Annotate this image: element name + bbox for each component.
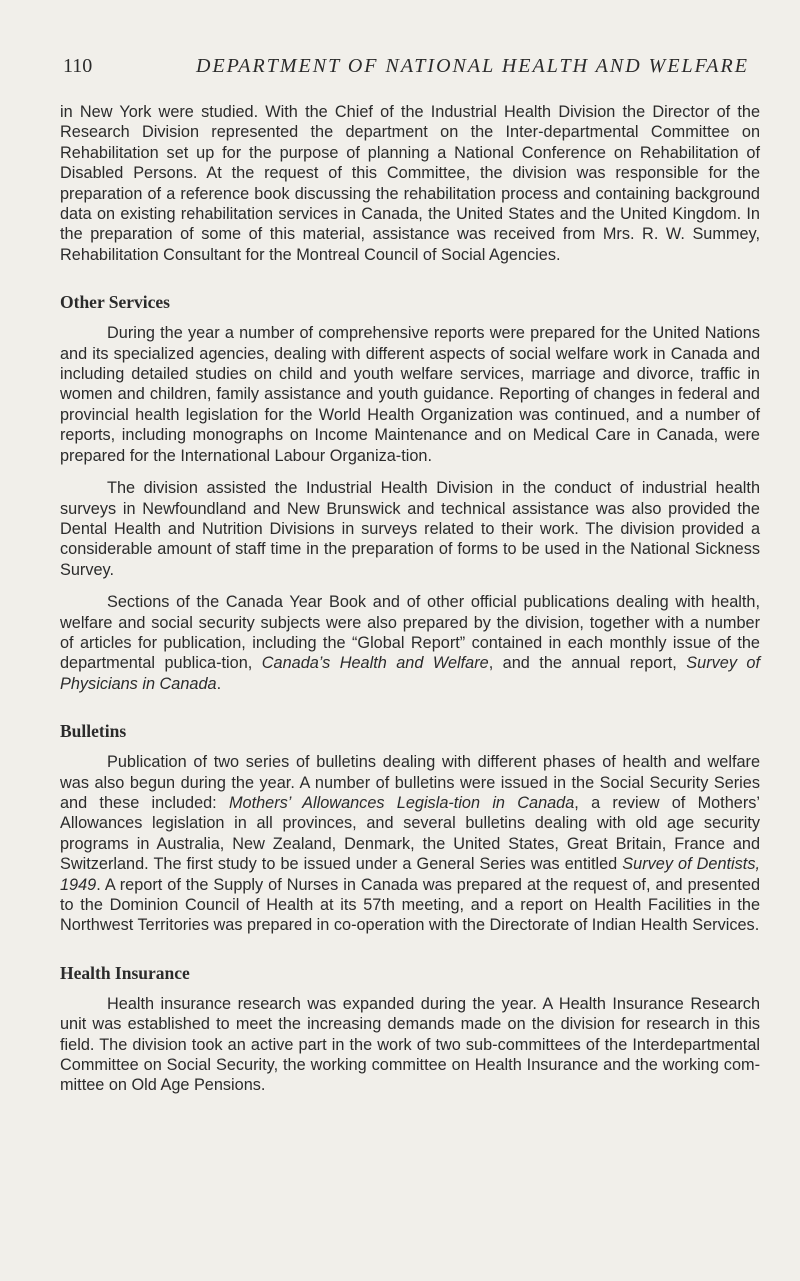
health-insurance-paragraph-1: Health insurance research was expanded during the year. A Health Insurance Research unit was established to meet the increasing demands made on the division for research in this field. The division took an active part in the work of two sub-committees of the Interdepartmental Committee on Social Security, the working committee on Health Insurance and the working com-mittee on Old Age Pensions.: [60, 994, 760, 1095]
heading-health-insurance: Health Insurance: [60, 962, 190, 983]
bulletins-paragraph-1: [60, 752, 760, 936]
publication-title: Mothers’ Allowances Legisla-tion in Canada: [228, 793, 575, 812]
heading-bulletins: Bulletins: [60, 721, 127, 742]
text-span: . A report of the Supply of Nurses in Canada was prepared at the request of, and presented to the Dominion Council of Health at its 57th meeting, and a report on Health Facilities in the Northwest Territories was prepared in co-operation with the Directorate of Indian Health Services.: [60, 875, 760, 935]
other-services-paragraph-3: [60, 592, 760, 694]
publication-title: Canada’s Health and Welfare: [261, 654, 489, 673]
text-span: , and the annual report,: [488, 654, 687, 673]
heading-other-services: Other Services: [60, 292, 170, 313]
other-services-paragraph-2: The division assisted the Industrial Health Division in the conduct of industrial health surveys in Newfoundland and New Brunswick and technical assistance was also provided the Dental Health and Nutrition Divisions in surveys related to their work. The division provided a considerable amount of staff time in the preparation of forms to be used in the National Sickness Survey.: [60, 479, 760, 579]
intro-paragraph: in New York were studied. With the Chief of the Industrial Health Division the Director of the Research Division represented the department on the Inter-departmental Committee on Rehabilitation set up for the purpose of planning a National Conference on Rehabilitation of Disabled Persons. At the request of this Committee, the division was responsible for the preparation of a reference book discussing the rehabilitation process and containing background data on existing rehabilitation services in Canada, the United States and the United Kingdom. In the preparation of some of this material, assistance was received from Mrs. R. W. Summey, Rehabilitation Consultant for the Montreal Council of Social Agencies.: [60, 103, 760, 264]
text-span: .: [216, 674, 222, 693]
running-title: DEPARTMENT OF NATIONAL HEALTH AND WELFARE: [196, 55, 749, 77]
text-span: Sections of the Canada Year Book and of other official publications dealing with health, welfare and social security subjects were also prepared by the division, together with a number of articles for publication, including the “Global Report” contained in each monthly issue of the departmental publica-tion,: [60, 593, 760, 673]
text-span: Publication of two series of bulletins dealing with different phases of health and welfare was also begun during the year. A number of bulletins were issued in the Social Security Series and these included:: [60, 753, 760, 812]
running-header: [63, 54, 763, 78]
other-services-paragraph-1: During the year a number of comprehensive reports were prepared for the United Nations and its specialized agencies, dealing with different aspects of social welfare work in Canada and including detailed studies on child and youth welfare services, marriage and divorce, traffic in women and children, family assistance and youth guidance. Reporting of changes in federal and provincial health legislation for the World Health Organization was continued, and a number of reports, including monographs on Income Maintenance and on Medical Care in Canada, were prepared for the International Labour Organiza-tion.: [60, 324, 760, 465]
page-number: 110: [63, 55, 93, 77]
publication-title: Survey of Physicians in Canada: [60, 654, 760, 693]
page-body: [60, 102, 760, 1096]
text-span: , a review of Mothers’ Allowances legislation in all provinces, and several bulletins dealing with old age security programs in Australia, New Zealand, Denmark, the United States, Great Britain, France and Switzerland. The first study to be issued under a General Series was entitled: [60, 793, 760, 874]
publication-title: Survey of Dentists, 1949: [60, 855, 760, 894]
